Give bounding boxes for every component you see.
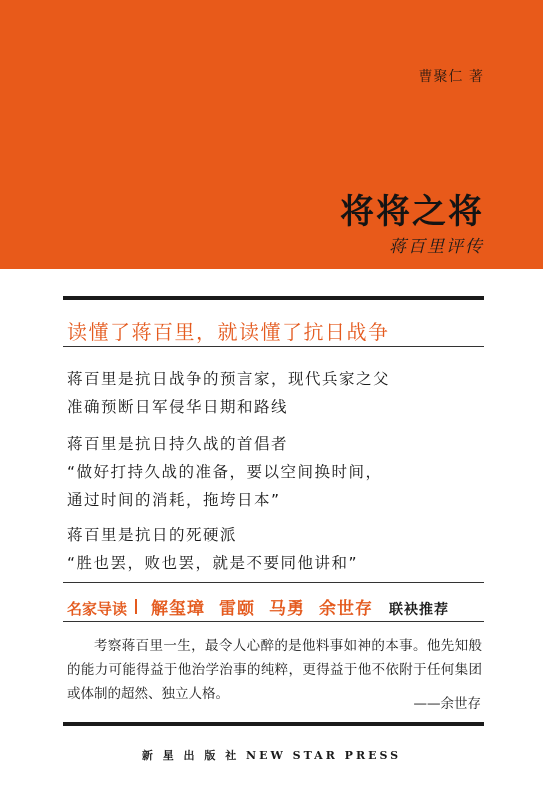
orange-header-band <box>0 0 543 269</box>
highlight-line: 蒋百里是抗日的死硬派 <box>67 526 238 544</box>
highlight-line: “做好打持久战的准备，要以空间换时间， <box>67 463 383 481</box>
recommendation-row <box>67 594 449 619</box>
recommender-name: 马勇 <box>269 599 306 619</box>
author-line: 曹聚仁 著 <box>418 69 484 85</box>
book-subtitle: 蒋百里评传 <box>389 237 484 257</box>
slogan: 读懂了蒋百里，就读懂了抗日战争 <box>67 320 390 344</box>
recommend-suffix: 联袂推荐 <box>389 602 450 618</box>
slogan-divider <box>63 346 484 347</box>
book-title: 将将之将 <box>340 192 484 232</box>
recommend-top-divider <box>63 582 484 583</box>
highlight-line: 蒋百里是抗日战争的预言家，现代兵家之父 <box>67 370 391 388</box>
recommend-label: 名家导读 <box>67 600 128 618</box>
publisher-imprint: 新 星 出 版 社 NEW STAR PRESS <box>141 749 402 762</box>
separator-bar <box>135 599 137 614</box>
quote-attribution: ——余世存 <box>413 696 481 712</box>
recommender-name: 解玺璋 <box>151 599 206 619</box>
recommender-name: 余世存 <box>319 599 374 619</box>
highlight-line: “胜也罢，败也罢，就是不要同他讲和” <box>67 554 359 572</box>
bottom-divider <box>63 722 484 726</box>
highlight-line: 通过时间的消耗，拖垮日本” <box>67 491 281 509</box>
highlight-line: 蒋百里是抗日持久战的首倡者 <box>67 435 289 453</box>
endorsement-quote: 考察蒋百里一生，最令人心醉的是他料事如神的本事。他先知般的能力可能得益于他治学治事的纯粹，更得益于他不依附于任何集团或体制的超然、独立人格。 <box>67 638 482 702</box>
recommender-name: 雷颐 <box>219 599 256 619</box>
highlight-line: 准确预断日军侵华日期和路线 <box>67 398 289 416</box>
recommend-bottom-divider <box>63 621 484 622</box>
top-divider <box>63 296 484 300</box>
